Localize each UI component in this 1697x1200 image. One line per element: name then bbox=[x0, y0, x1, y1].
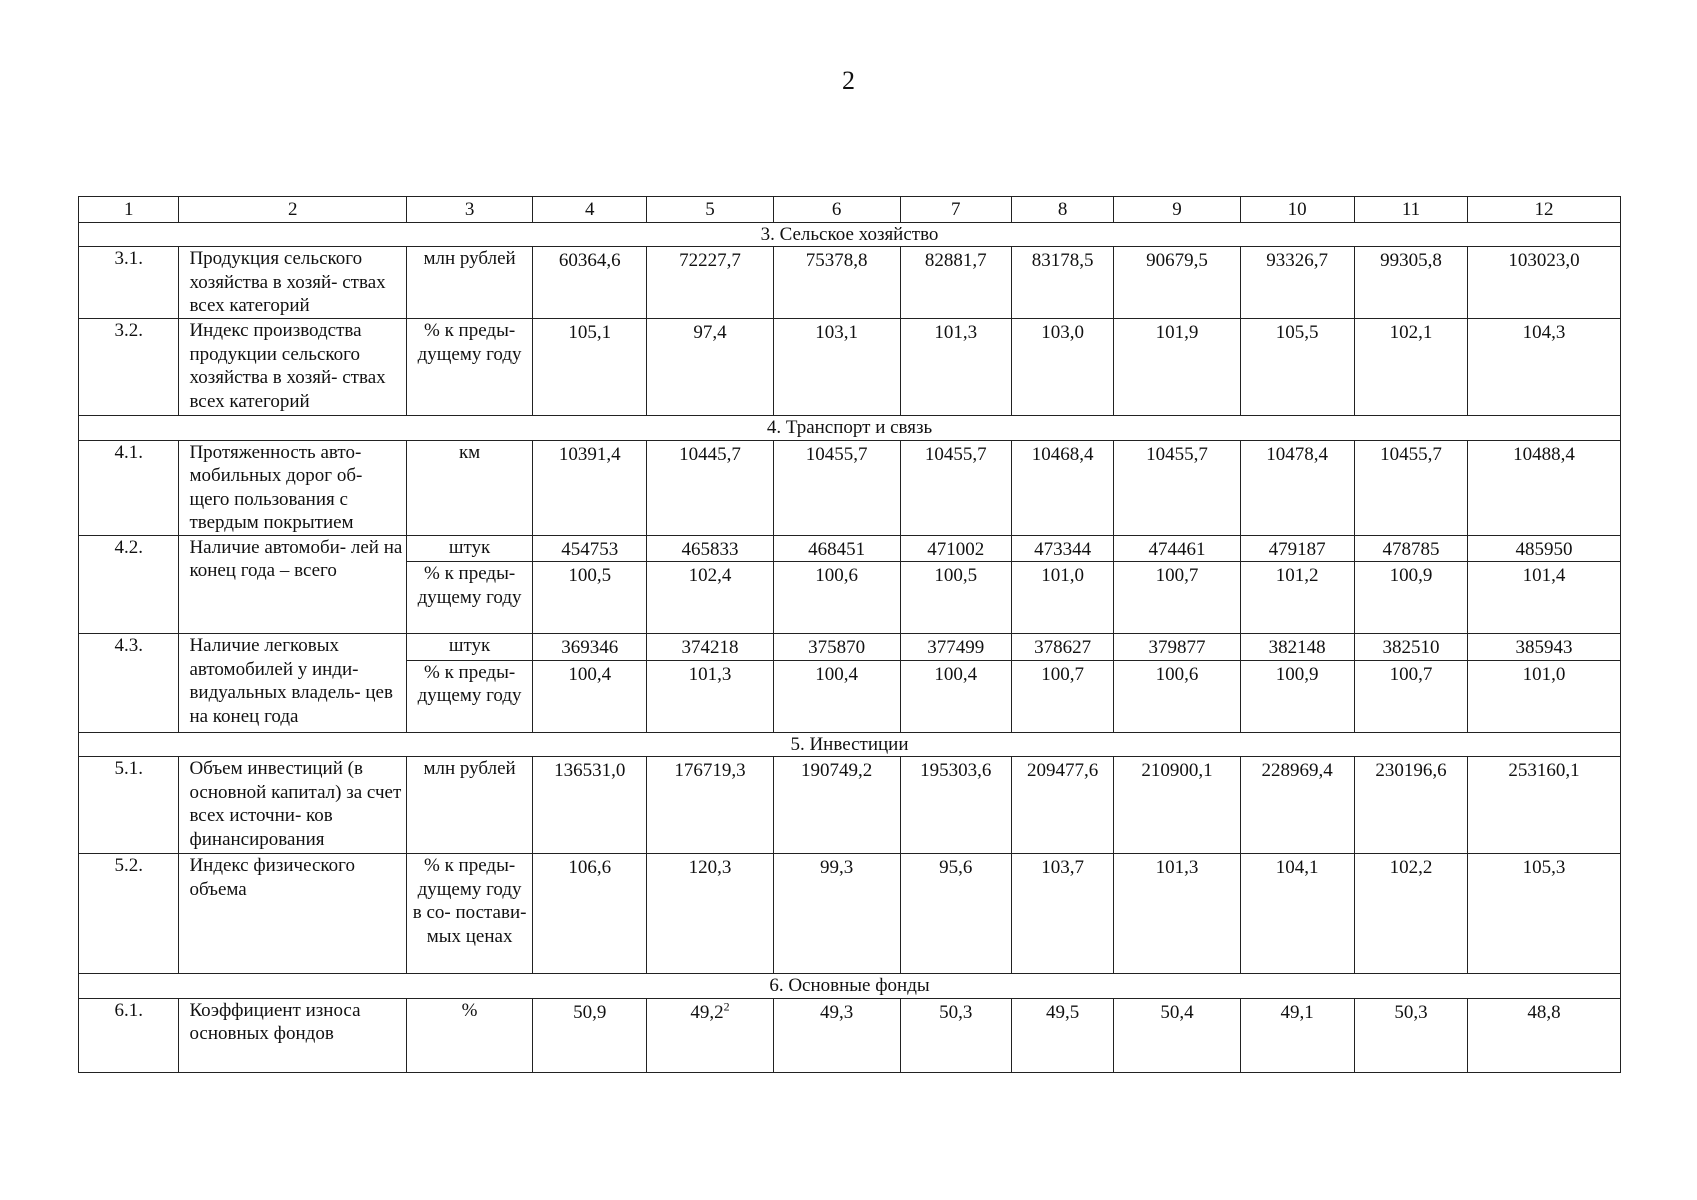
value-cell: 385943 bbox=[1468, 634, 1621, 661]
value-cell bbox=[1114, 854, 1240, 974]
value-cell: 375870 bbox=[773, 634, 900, 661]
value-cell bbox=[1468, 757, 1621, 854]
value-cell: 474461 bbox=[1114, 535, 1240, 562]
value-cell: 382510 bbox=[1354, 634, 1467, 661]
value-cell: 471002 bbox=[900, 535, 1011, 562]
value-cell bbox=[1240, 440, 1354, 535]
value-cell bbox=[1240, 319, 1354, 416]
value-text: 105,5 bbox=[1275, 322, 1319, 343]
indicator-name: Протяженность авто- мобильных дорог об- щего пользования с твердым покрытием bbox=[179, 440, 407, 535]
value-text: 190749,2 bbox=[801, 760, 873, 781]
value-text: 103,0 bbox=[1041, 322, 1084, 343]
value-cell bbox=[1011, 757, 1114, 854]
section-title: 3. Сельское хозяйство bbox=[79, 222, 1621, 247]
value-cell bbox=[773, 998, 900, 1072]
value-text: 50,3 bbox=[939, 1001, 973, 1023]
value-cell bbox=[1354, 440, 1467, 535]
column-number: 11 bbox=[1354, 197, 1467, 223]
indicator-number: 3.2. bbox=[79, 319, 179, 416]
value-cell bbox=[1011, 854, 1114, 974]
value-cell bbox=[773, 757, 900, 854]
value-cell bbox=[1354, 854, 1467, 974]
value-text: 120,3 bbox=[688, 857, 732, 878]
value-cell bbox=[533, 440, 647, 535]
value-text: 10478,4 bbox=[1266, 443, 1329, 465]
section-title: 5. Инвестиции bbox=[79, 732, 1621, 757]
value-cell bbox=[647, 319, 773, 416]
indicator-name: Индекс физического объема bbox=[179, 854, 407, 974]
value-text: 176719,3 bbox=[674, 760, 746, 781]
value-text: 90679,5 bbox=[1146, 250, 1208, 271]
value-cell bbox=[533, 319, 647, 416]
value-text: 82881,7 bbox=[924, 250, 987, 271]
section-header-row bbox=[79, 222, 1621, 247]
value-cell bbox=[1240, 757, 1354, 854]
value-cell bbox=[647, 998, 773, 1072]
value-cell bbox=[1240, 854, 1354, 974]
value-text: 230196,6 bbox=[1375, 760, 1447, 781]
indicator-number: 5.1. bbox=[79, 757, 179, 854]
value-cell: 101,2 bbox=[1240, 562, 1354, 634]
value-cell bbox=[773, 854, 900, 974]
table-row bbox=[79, 634, 1621, 661]
unit-cell: % к преды- дущему году в со- постави- мых ценах bbox=[407, 854, 533, 974]
value-cell bbox=[900, 440, 1011, 535]
value-cell: 100,6 bbox=[773, 562, 900, 634]
statistics-table bbox=[78, 196, 1621, 1073]
value-cell bbox=[1354, 757, 1467, 854]
section-header-row bbox=[79, 974, 1621, 999]
value-cell: 369346 bbox=[533, 634, 647, 661]
value-cell bbox=[533, 757, 647, 854]
value-cell bbox=[1114, 998, 1240, 1072]
value-text: 103,1 bbox=[815, 322, 859, 343]
indicator-number: 5.2. bbox=[79, 854, 179, 974]
value-text: 10455,7 bbox=[924, 443, 987, 465]
section-title: 6. Основные фонды bbox=[79, 974, 1621, 999]
value-cell: 100,7 bbox=[1011, 660, 1114, 732]
footnote-mark: 2 bbox=[723, 999, 730, 1014]
value-cell bbox=[1011, 440, 1114, 535]
value-text: 104,3 bbox=[1522, 322, 1566, 343]
value-text: 105,1 bbox=[568, 322, 612, 343]
value-text: 49,2 bbox=[690, 1001, 724, 1023]
value-text: 93326,7 bbox=[1266, 250, 1329, 271]
unit-cell: % к преды- дущему году bbox=[407, 660, 533, 732]
value-cell: 478785 bbox=[1354, 535, 1467, 562]
value-text: 60364,6 bbox=[558, 250, 621, 271]
value-text: 228969,4 bbox=[1261, 760, 1333, 781]
value-text: 49,3 bbox=[820, 1001, 854, 1023]
value-cell bbox=[1354, 247, 1467, 319]
column-number: 2 bbox=[179, 197, 407, 223]
value-text: 103023,0 bbox=[1508, 250, 1580, 271]
value-text: 104,1 bbox=[1275, 857, 1319, 878]
value-text: 49,1 bbox=[1280, 1001, 1314, 1023]
table-row bbox=[79, 998, 1621, 1072]
value-cell: 100,9 bbox=[1354, 562, 1467, 634]
indicator-name: Наличие автомоби- лей на конец года – всего bbox=[179, 535, 407, 634]
value-cell bbox=[900, 247, 1011, 319]
value-cell bbox=[900, 998, 1011, 1072]
column-number: 5 bbox=[647, 197, 773, 223]
table-row bbox=[79, 854, 1621, 974]
table-row bbox=[79, 247, 1621, 319]
value-cell: 100,4 bbox=[900, 660, 1011, 732]
value-text: 10455,7 bbox=[1380, 443, 1442, 465]
column-number: 9 bbox=[1114, 197, 1240, 223]
value-cell: 468451 bbox=[773, 535, 900, 562]
value-cell: 102,4 bbox=[647, 562, 773, 634]
indicator-name: Коэффициент износа основных фондов bbox=[179, 998, 407, 1072]
value-cell bbox=[533, 247, 647, 319]
section-header-row bbox=[79, 416, 1621, 441]
value-text: 50,9 bbox=[573, 1001, 607, 1023]
value-cell: 377499 bbox=[900, 634, 1011, 661]
value-text: 101,3 bbox=[934, 322, 978, 343]
value-cell: 100,5 bbox=[900, 562, 1011, 634]
value-cell bbox=[1011, 247, 1114, 319]
table-row bbox=[79, 757, 1621, 854]
value-cell: 100,7 bbox=[1354, 660, 1467, 732]
value-cell bbox=[1114, 319, 1240, 416]
indicator-name: Продукция сельского хозяйства в хозяй- ствах всех категорий bbox=[179, 247, 407, 319]
value-cell bbox=[1468, 319, 1621, 416]
value-cell bbox=[1240, 247, 1354, 319]
value-cell bbox=[900, 319, 1011, 416]
unit-cell: % bbox=[407, 998, 533, 1072]
table-row bbox=[79, 319, 1621, 416]
value-cell bbox=[1354, 998, 1467, 1072]
value-cell bbox=[647, 854, 773, 974]
value-text: 253160,1 bbox=[1508, 760, 1580, 781]
value-cell bbox=[1468, 854, 1621, 974]
value-cell bbox=[1114, 440, 1240, 535]
value-cell: 101,0 bbox=[1011, 562, 1114, 634]
value-text: 83178,5 bbox=[1031, 250, 1094, 271]
value-cell bbox=[1468, 247, 1621, 319]
value-cell: 101,3 bbox=[647, 660, 773, 732]
value-text: 195303,6 bbox=[920, 760, 992, 781]
column-number: 7 bbox=[900, 197, 1011, 223]
column-number: 12 bbox=[1468, 197, 1621, 223]
section-header-row bbox=[79, 732, 1621, 757]
value-cell: 378627 bbox=[1011, 634, 1114, 661]
value-cell bbox=[773, 247, 900, 319]
indicator-name: Объем инвестиций (в основной капитал) за счет всех источни- ков финансирования bbox=[179, 757, 407, 854]
value-cell: 101,4 bbox=[1468, 562, 1621, 634]
value-cell bbox=[533, 998, 647, 1072]
column-number: 10 bbox=[1240, 197, 1354, 223]
unit-cell: % к преды- дущему году bbox=[407, 319, 533, 416]
value-text: 136531,0 bbox=[554, 760, 626, 781]
value-text: 102,1 bbox=[1389, 322, 1433, 343]
value-cell: 100,5 bbox=[533, 562, 647, 634]
value-cell bbox=[1468, 998, 1621, 1072]
value-cell: 100,9 bbox=[1240, 660, 1354, 732]
value-cell: 100,7 bbox=[1114, 562, 1240, 634]
value-text: 103,7 bbox=[1041, 857, 1084, 878]
unit-cell: штук bbox=[407, 535, 533, 562]
value-cell: 485950 bbox=[1468, 535, 1621, 562]
value-text: 105,3 bbox=[1522, 857, 1566, 878]
unit-cell: км bbox=[407, 440, 533, 535]
value-cell bbox=[1114, 757, 1240, 854]
value-text: 10468,4 bbox=[1031, 443, 1094, 465]
value-cell: 101,0 bbox=[1468, 660, 1621, 732]
value-text: 50,3 bbox=[1394, 1001, 1428, 1023]
unit-cell: млн рублей bbox=[407, 757, 533, 854]
value-text: 102,2 bbox=[1389, 857, 1433, 878]
value-text: 49,5 bbox=[1046, 1001, 1080, 1023]
indicator-name: Индекс производства продукции сельского хозяйства в хозяй- ствах всех категорий bbox=[179, 319, 407, 416]
column-number: 1 bbox=[79, 197, 179, 223]
table-row bbox=[79, 535, 1621, 562]
value-text: 72227,7 bbox=[679, 250, 741, 271]
value-cell bbox=[773, 319, 900, 416]
value-text: 10488,4 bbox=[1513, 443, 1575, 465]
value-cell: 479187 bbox=[1240, 535, 1354, 562]
indicator-name: Наличие легковых автомобилей у инди- видуальных владель- цев на конец года bbox=[179, 634, 407, 733]
value-cell bbox=[1468, 440, 1621, 535]
column-number: 3 bbox=[407, 197, 533, 223]
column-number-row bbox=[79, 197, 1621, 223]
value-text: 209477,6 bbox=[1027, 760, 1099, 781]
value-text: 10455,7 bbox=[805, 443, 868, 465]
unit-cell: штук bbox=[407, 634, 533, 661]
indicator-number: 3.1. bbox=[79, 247, 179, 319]
value-cell: 379877 bbox=[1114, 634, 1240, 661]
value-cell bbox=[647, 247, 773, 319]
value-text: 48,8 bbox=[1527, 1001, 1561, 1023]
value-cell bbox=[900, 757, 1011, 854]
unit-cell: млн рублей bbox=[407, 247, 533, 319]
value-cell bbox=[647, 440, 773, 535]
value-cell: 100,6 bbox=[1114, 660, 1240, 732]
value-text: 10455,7 bbox=[1146, 443, 1208, 465]
value-text: 210900,1 bbox=[1141, 760, 1213, 781]
value-text: 106,6 bbox=[568, 857, 612, 878]
value-cell: 382148 bbox=[1240, 634, 1354, 661]
value-cell bbox=[1011, 319, 1114, 416]
value-cell: 374218 bbox=[647, 634, 773, 661]
value-cell bbox=[647, 757, 773, 854]
value-text: 10391,4 bbox=[558, 443, 621, 465]
value-cell bbox=[1354, 319, 1467, 416]
value-cell: 100,4 bbox=[533, 660, 647, 732]
value-text: 10445,7 bbox=[679, 443, 741, 465]
column-number: 8 bbox=[1011, 197, 1114, 223]
value-text: 95,6 bbox=[939, 857, 973, 878]
value-cell: 473344 bbox=[1011, 535, 1114, 562]
unit-cell: % к преды- дущему году bbox=[407, 562, 533, 634]
value-text: 97,4 bbox=[693, 322, 727, 343]
indicator-number: 6.1. bbox=[79, 998, 179, 1072]
table-row bbox=[79, 440, 1621, 535]
indicator-number: 4.1. bbox=[79, 440, 179, 535]
section-title: 4. Транспорт и связь bbox=[79, 416, 1621, 441]
value-cell bbox=[1011, 998, 1114, 1072]
value-text: 99,3 bbox=[820, 857, 854, 878]
value-text: 75378,8 bbox=[805, 250, 868, 271]
indicator-number: 4.2. bbox=[79, 535, 179, 634]
value-cell bbox=[1114, 247, 1240, 319]
value-text: 50,4 bbox=[1160, 1001, 1194, 1023]
page-number: 2 bbox=[842, 66, 855, 95]
column-number: 6 bbox=[773, 197, 900, 223]
value-cell: 100,4 bbox=[773, 660, 900, 732]
value-cell bbox=[1240, 998, 1354, 1072]
value-text: 101,9 bbox=[1155, 322, 1199, 343]
value-text: 99305,8 bbox=[1380, 250, 1442, 271]
indicator-number: 4.3. bbox=[79, 634, 179, 733]
value-cell: 454753 bbox=[533, 535, 647, 562]
value-cell bbox=[900, 854, 1011, 974]
column-number: 4 bbox=[533, 197, 647, 223]
value-cell bbox=[533, 854, 647, 974]
value-cell: 465833 bbox=[647, 535, 773, 562]
value-text: 101,3 bbox=[1155, 857, 1199, 878]
value-cell bbox=[773, 440, 900, 535]
